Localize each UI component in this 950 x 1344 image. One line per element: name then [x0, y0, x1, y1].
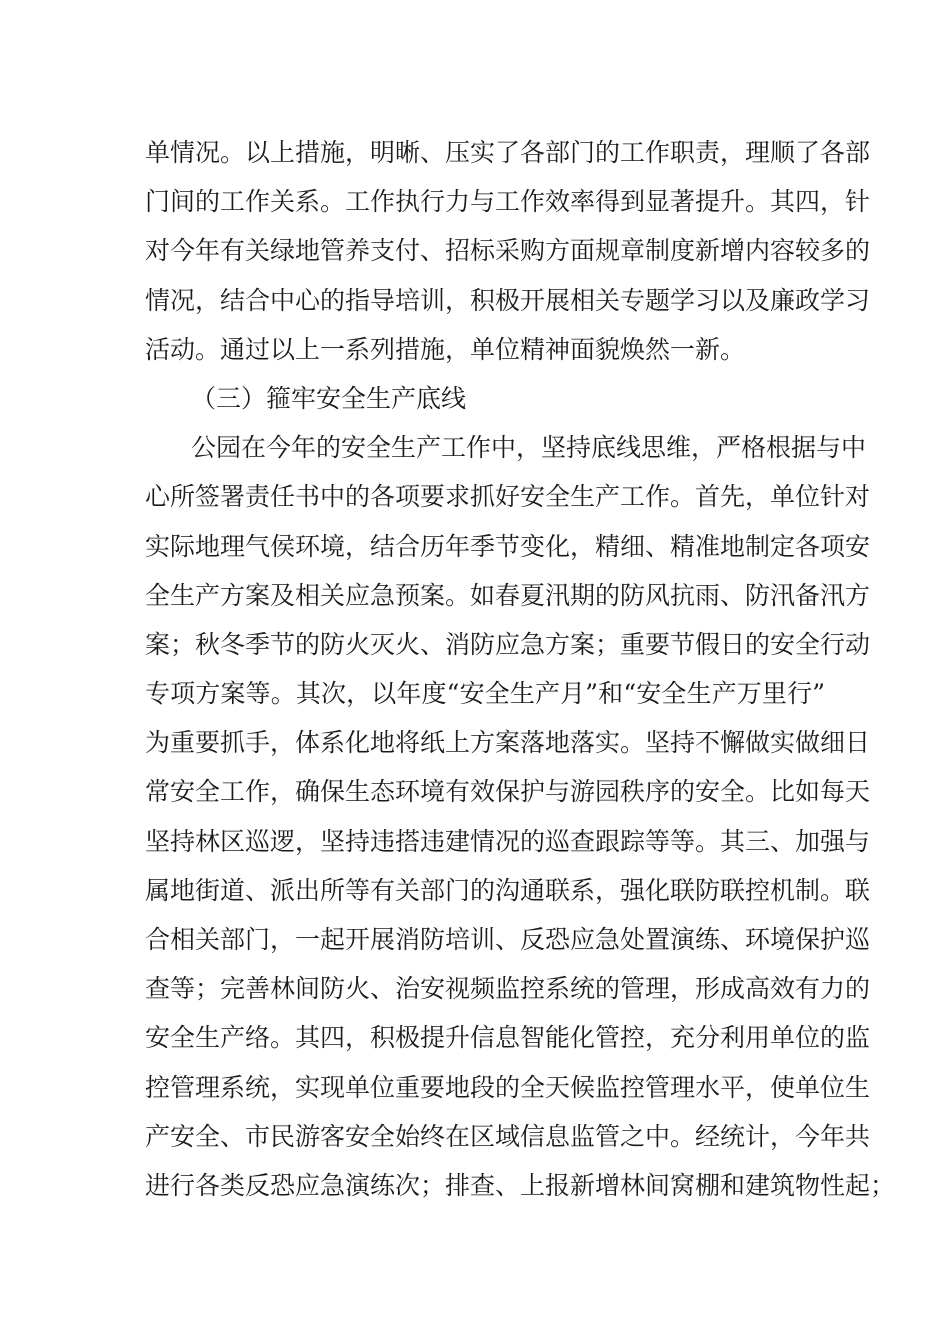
- section-heading: （三）箍牢安全生产底线: [191, 383, 467, 413]
- text-line: 心所签署责任书中的各项要求抓好安全生产工作。首先，单位针对: [145, 482, 871, 512]
- text-line: 案；秋冬季节的防火灭火、消防应急方案；重要节假日的安全行动: [145, 629, 871, 659]
- text-line: 控管理系统，实现单位重要地段的全天候监控管理水平，使单位生: [145, 1072, 871, 1102]
- paragraph-safety-production: [145, 423, 896, 1210]
- text-line: 情况，结合中心的指导培训，积极开展相关专题学习以及廉政学习: [145, 285, 871, 315]
- text-line: 常安全工作，确保生态环境有效保护与游园秩序的安全。比如每天: [145, 777, 871, 807]
- text-line: 坚持林区巡逻，坚持违搭违建情况的巡查跟踪等等。其三、加强与: [145, 826, 871, 856]
- text-line: 实际地理气侯环境，结合历年季节变化，精细、精准地制定各项安: [145, 531, 871, 561]
- text-line: 单情况。以上措施，明晰、压实了各部门的工作职责，理顺了各部: [145, 138, 871, 167]
- text-line: 合相关部门，一起开展消防培训、反恐应急处置演练、环境保护巡: [145, 925, 871, 954]
- text-line: 为重要抓手，体系化地将纸上方案落地落实。坚持不懈做实做细日: [145, 728, 871, 758]
- paragraph-continued: [145, 128, 871, 374]
- text-line: 查等；完善林间防火、治安视频监控系统的管理，形成高效有力的: [145, 974, 871, 1004]
- text-line: 产安全、市民游客安全始终在区域信息监管之中。经统计，今年共: [145, 1121, 871, 1151]
- text-line: 全生产方案及相关应急预案。如春夏汛期的防风抗雨、防汛备汛方: [145, 580, 871, 610]
- text-line: 门间的工作关系。工作执行力与工作效率得到显著提升。其四，针: [145, 187, 871, 217]
- text-line: 专项方案等。其次，以年度“安全生产月”和“安全生产万里行”: [145, 679, 825, 709]
- text-line: 安全生产络。其四，积极提升信息智能化管控，充分利用单位的监: [145, 1023, 871, 1053]
- document-body: [145, 128, 896, 1210]
- text-line: 公园在今年的安全生产工作中，坚持底线思维，严格根据与中: [191, 433, 867, 463]
- text-line: 活动。通过以上一系列措施，单位精神面貌焕然一新。: [145, 334, 746, 364]
- text-line: 进行各类反恐应急演练次；排查、上报新增林间窝棚和建筑物性起；: [145, 1170, 896, 1200]
- text-line: 对今年有关绿地管养支付、招标采购方面规章制度新增内容较多的: [145, 236, 871, 266]
- text-line: 属地街道、派出所等有关部门的沟通联系，强化联防联控机制。联: [145, 875, 871, 905]
